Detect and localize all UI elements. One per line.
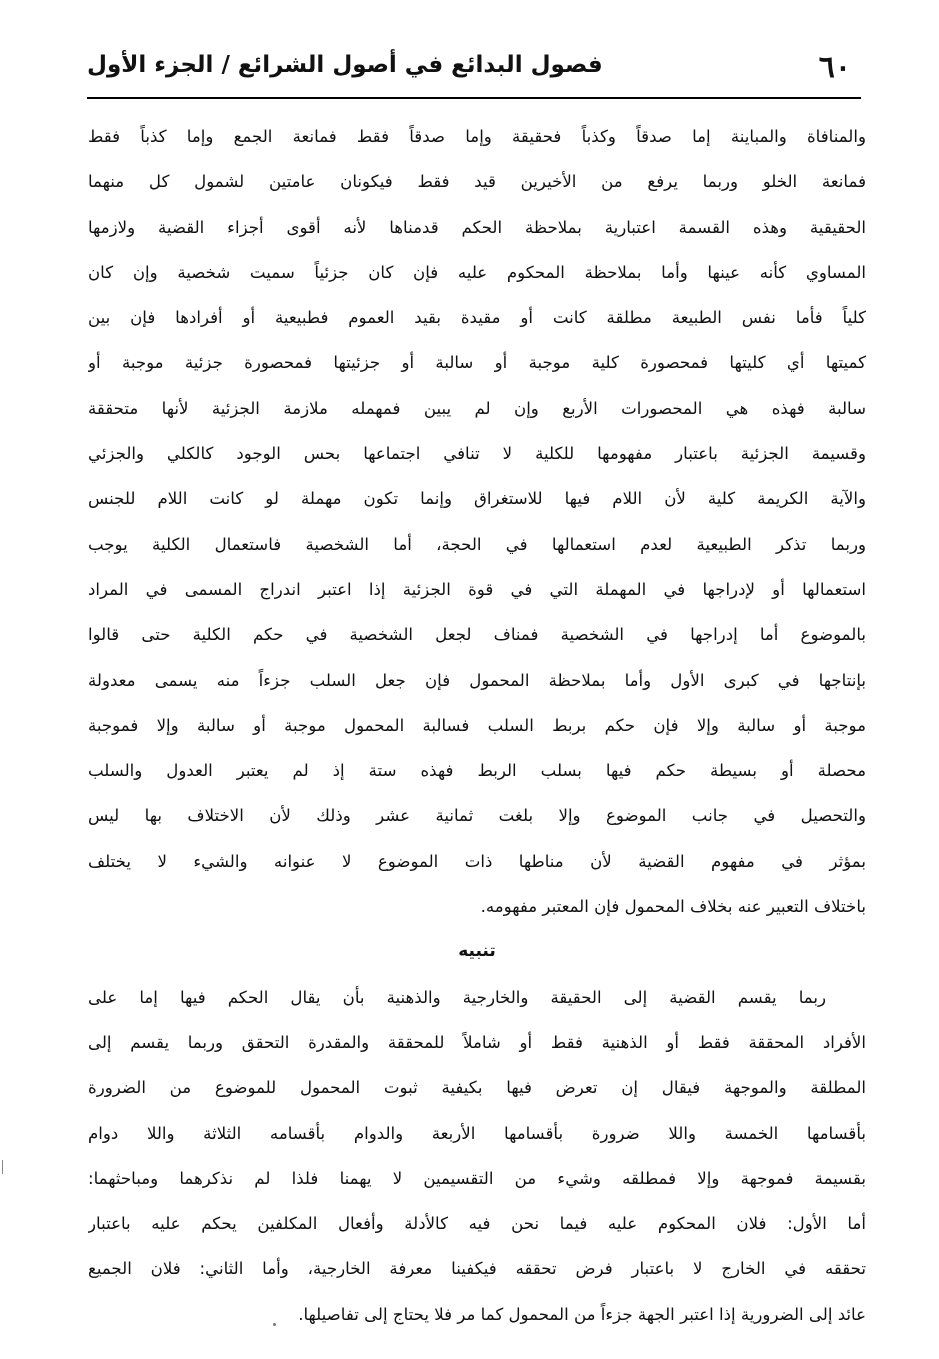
running-title: فصول البدائع في أصول الشرائع / الجزء الأول <box>87 52 603 78</box>
text-line: بأقسامها الخمسة واللا ضرورة بأقسامها الأربعة والدوام بأقسامه الثلاثة واللا دوام <box>88 1123 866 1143</box>
text-line: بقسيمة فموجهة وإلا فمطلقه وشيء من التقسيمين لا يهمنا فلذا لم نذكرهما ومباحثهما: <box>88 1168 866 1188</box>
text-line: تحققه في الخارج لا باعتبار فرض تحققه فيكفينا معرفة الخارجية، وأما الثاني: فلان الجميع <box>88 1259 866 1279</box>
text-line: والآية الكريمة كلية لأن اللام فيها للاستغراق وإنما تكون مهملة لو كانت اللام للجنس <box>88 489 866 509</box>
text-line: عائد إلى الضرورية إذا اعتبر الجهة جزءاً من المحمول كما مر فلا يحتاج إلى تفاصيلها. <box>298 1304 866 1324</box>
text-line: فمانعة الخلو وربما يرفع من الأخيرين قيد فقط فيكونان عامتين لشمول كل منهما <box>88 172 866 192</box>
scan-edge-mark <box>2 1160 3 1174</box>
section-heading: تنبيه <box>458 941 496 962</box>
text-line: المطلقة والموجهة فيقال إن تعرض فيها بكيفية ثبوت المحمول للموضوع من الضرورة <box>88 1078 866 1098</box>
text-line: والمنافاة والمباينة إما صدقاً وكذباً فحقيقة وإما صدقاً فقط فمانعة الجمع وإما كذباً فقط <box>88 127 866 146</box>
text-line: سالبة فهذه هي المحصورات الأربع وإن لم يبين فمهمله ملازمة الجزئية لأنها متحققة <box>88 398 866 418</box>
text-line: بمؤثر في مفهوم القضية لأن مناطها ذات الموضوع لا عنوانه والشيء لا يختلف <box>88 851 866 871</box>
text-line: أما الأول: فلان المحكوم عليه فيما نحن فيه كالأدلة وأفعال المكلفين يحكم عليه باعتبار <box>88 1214 866 1234</box>
text-line: الأفراد المحققة فقط أو الذهنية فقط أو شاملاً للمحققة والمقدرة التحقق وربما يقسم إلى <box>88 1032 866 1052</box>
text-line: بالموضوع أما إدراجها في الشخصية فمناف لجعل الشخصية في حكم الكلية حتى قالوا <box>88 625 866 645</box>
text-line: والتحصيل في جانب الموضوع وإلا بلغت ثمانية عشر وذلك لأن الاختلاف بها ليس <box>88 806 866 826</box>
text-line: المساوي كأنه عينها وأما بملاحظة المحكوم عليه فإن كان جزئياً سميت شخصية وإن كان <box>88 262 866 282</box>
header-rule <box>87 97 861 99</box>
text-line: موجبة أو سالبة وإلا فإن حكم بربط السلب فسالبة المحمول موجبة أو سالبة وإلا فموجبة <box>88 715 866 735</box>
page-number: ٦٠ <box>818 50 851 85</box>
text-line: ربما يقسم القضية إلى الحقيقة والخارجية والذهنية بأن يقال الحكم فيها إما على <box>88 987 826 1007</box>
text-line: باختلاف التعبير عنه بخلاف المحمول فإن المعتبر مفهومه. <box>480 897 866 917</box>
text-line: وربما تذكر الطبيعية لعدم استعمالها في الحجة، أما الشخصية فاستعمال الكلية يوجب <box>88 534 866 554</box>
text-line: وقسيمة الجزئية باعتبار مفهومها للكلية لا تنافي اجتماعها بحس الوجود كالكلي والجزئي <box>88 444 866 464</box>
scan-speck <box>273 1323 276 1326</box>
text-line: استعمالها أو لإدراجها في المهملة التي في قوة الجزئية إذا اعتبر اندراج المسمى في المراد <box>88 579 866 599</box>
text-line: بإنتاجها في كبرى الأول وأما بملاحظة المحمول فإن جعل السلب جزءاً منه يسمى معدولة <box>88 670 866 690</box>
body-text <box>88 114 866 1337</box>
text-line: الحقيقية وهذه القسمة اعتبارية بملاحظة الحكم قدمناها لأنه أقوى أجزاء القضية ولازمها <box>88 217 866 237</box>
text-line: محصلة أو بسيطة حكم فيها بسلب الربط فهذه ستة إذ لم يعتبر العدول والسلب <box>88 761 866 781</box>
page-header <box>87 48 861 98</box>
text-line: كلياً فأما نفس الطبيعة مطلقة كانت أو مقيدة بقيد العموم فطبيعية أو أفرادها فإن بين <box>88 308 866 328</box>
text-line: كميتها أي كليتها فمحصورة كلية موجبة أو سالبة أو جزئيتها فمحصورة جزئية موجبة أو <box>88 353 866 373</box>
